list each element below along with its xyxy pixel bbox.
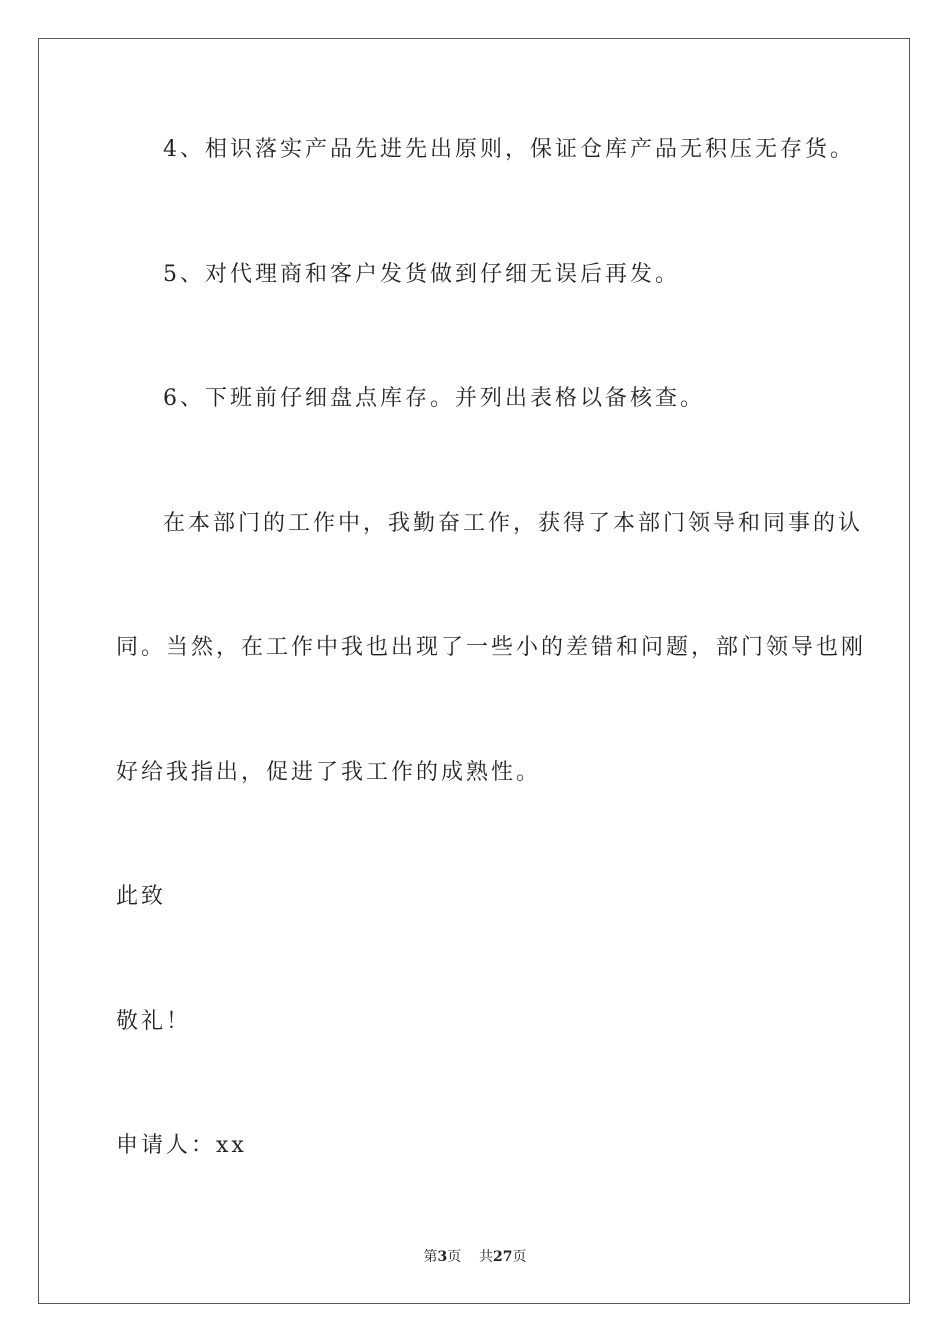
page-number-footer [0, 1246, 950, 1266]
list-item-4: 4、相识落实产品先进先出原则，保证仓库产品无积压无存货。 [163, 137, 855, 162]
applicant-signature: 申请人：xx [116, 1133, 247, 1158]
closing-salutation: 此致 [116, 884, 167, 909]
total-page-count: 27 [493, 1249, 513, 1265]
list-item-6: 6、下班前仔细盘点库存。并列出表格以备核查。 [163, 386, 705, 411]
total-suffix: 页 [512, 1249, 527, 1265]
total-prefix: 共 [479, 1249, 494, 1265]
page-border [38, 38, 910, 1304]
closing-regards: 敬礼！ [116, 1009, 192, 1034]
list-item-5: 5、对代理商和客户发货做到仔细无误后再发。 [163, 262, 680, 287]
paragraph-line-1: 在本部门的工作中，我勤奋工作，获得了本部门领导和同事的认 [163, 511, 864, 536]
paragraph-line-2: 同。当然，在工作中我也出现了一些小的差错和问题，部门领导也刚 [116, 635, 867, 660]
page-suffix: 页 [447, 1249, 462, 1265]
page-prefix: 第 [423, 1249, 438, 1265]
paragraph-line-3: 好给我指出，促进了我工作的成熟性。 [116, 760, 542, 785]
current-page-number: 3 [437, 1249, 448, 1265]
